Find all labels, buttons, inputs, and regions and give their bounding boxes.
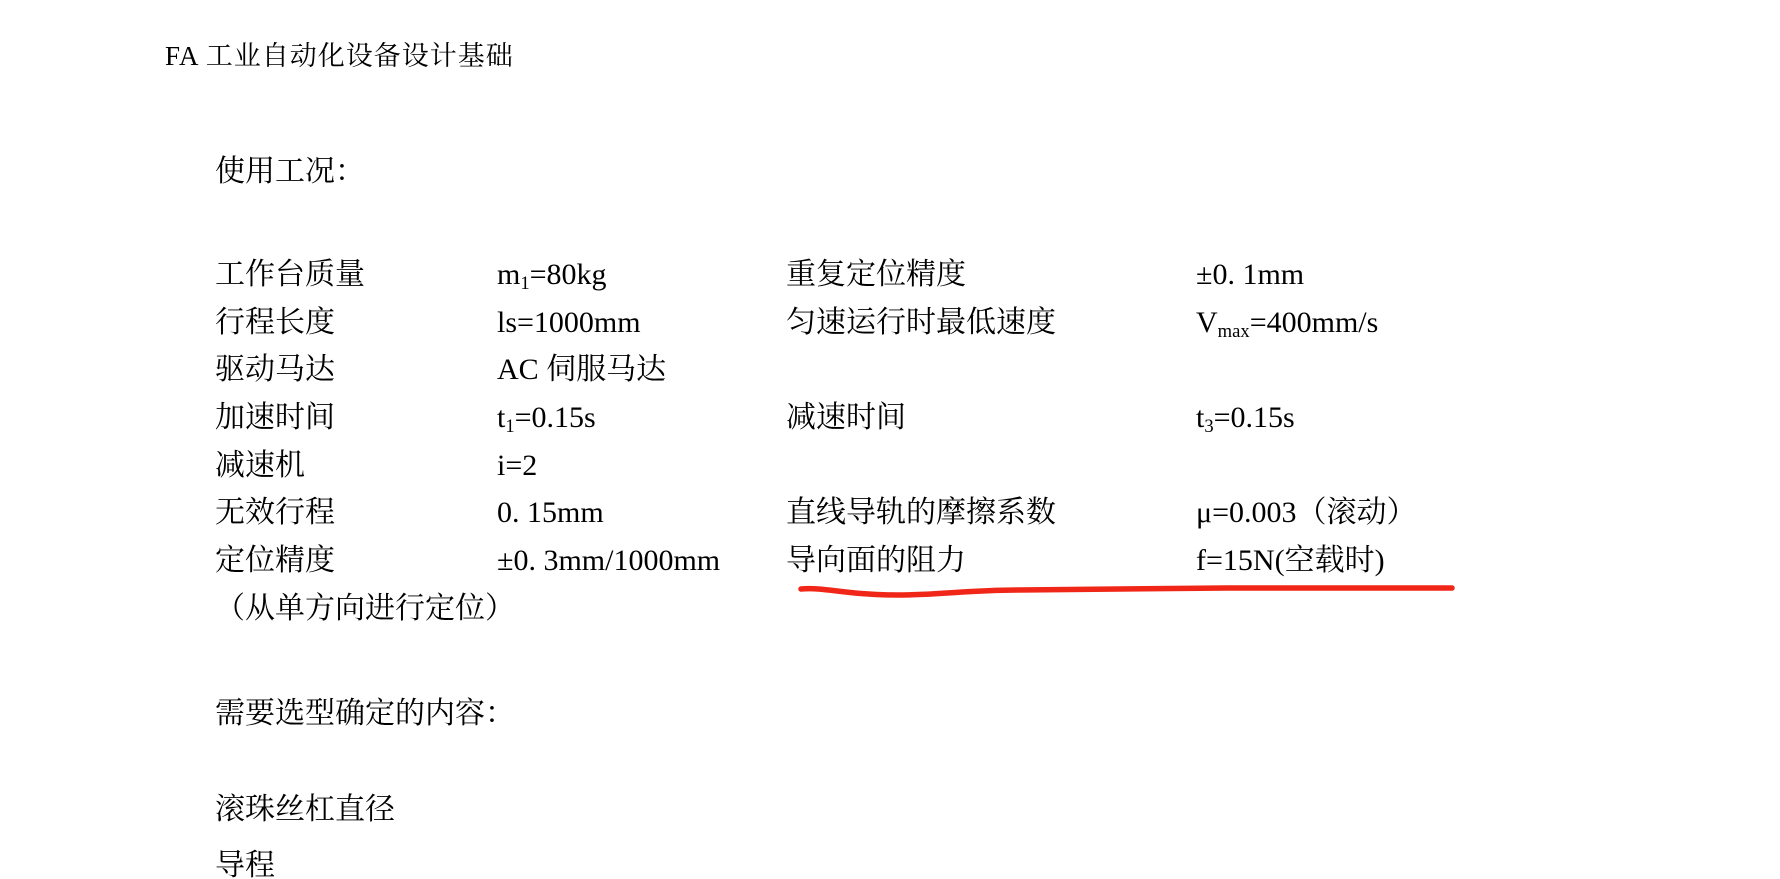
text-segment: =0.15s [1213, 401, 1295, 435]
param-value [497, 537, 786, 585]
text-segment: 导向面的阻力 [786, 544, 966, 578]
text-segment: 0. 15mm [497, 496, 604, 530]
param-label [786, 442, 1196, 490]
text-segment: 加速时间 [215, 401, 335, 435]
subscript: max [1217, 320, 1250, 342]
param-value [1196, 489, 1615, 537]
param-label [215, 489, 497, 537]
param-value [497, 442, 786, 490]
section-usage-conditions-title: 使用工况： [215, 155, 365, 188]
param-value [1196, 299, 1615, 347]
text-segment: =400mm/s [1249, 305, 1379, 339]
param-value [1196, 394, 1615, 442]
param-label [215, 442, 497, 490]
text-segment: 直线导轨的摩擦系数 [786, 496, 1056, 530]
subscript: 1 [520, 273, 530, 295]
text-segment: 无效行程 [215, 496, 335, 530]
document-title: FA 工业自动化设备设计基础 [165, 41, 514, 71]
param-value [497, 251, 786, 299]
param-label [786, 394, 1196, 442]
param-value [497, 585, 786, 633]
param-label [215, 394, 497, 442]
text-segment: =0.15s [514, 401, 596, 435]
text-segment: 定位精度 [215, 544, 335, 578]
param-label [215, 585, 515, 633]
text-segment: 匀速运行时最低速度 [786, 305, 1056, 339]
param-value [1196, 537, 1615, 585]
param-value [1196, 585, 1615, 633]
text-segment: 减速机 [215, 448, 305, 482]
param-label [786, 489, 1196, 537]
text-segment: ±0. 1mm [1196, 258, 1305, 291]
param-label [786, 251, 1196, 299]
text-segment: t [497, 401, 506, 435]
text-segment: 驱动马达 [215, 353, 335, 387]
param-label [215, 537, 497, 585]
param-label [786, 299, 1196, 347]
text-segment: =80kg [529, 258, 607, 291]
text-segment: t [1196, 401, 1205, 435]
text-segment: V [1196, 305, 1218, 339]
text-segment: ±0. 3mm/1000mm [497, 544, 721, 578]
subscript: 1 [505, 416, 515, 438]
text-segment: ls=1000mm [497, 305, 641, 339]
text-segment: AC 伺服马达 [497, 353, 667, 387]
text-segment: i=2 [497, 448, 538, 482]
param-label [215, 346, 497, 394]
param-value [497, 346, 786, 394]
param-value [497, 394, 786, 442]
text-segment: m [497, 258, 521, 291]
param-value [1196, 442, 1615, 490]
conditions-table [215, 251, 1615, 633]
text-segment: 行程长度 [215, 305, 335, 339]
text-segment: 工作台质量 [215, 258, 365, 291]
selection-item-ballscrew-diameter: 滚珠丝杠直径 [215, 793, 395, 826]
param-value [1196, 346, 1615, 394]
param-label [786, 585, 1196, 633]
param-label [786, 537, 1196, 585]
param-value [1196, 251, 1615, 299]
section-selection-title: 需要选型确定的内容： [215, 697, 515, 730]
param-value [497, 299, 786, 347]
text-segment: （从单方向进行定位） [215, 591, 515, 625]
param-label [215, 299, 497, 347]
text-segment: 重复定位精度 [786, 258, 966, 291]
param-value [497, 489, 786, 537]
selection-item-lead: 导程 [215, 849, 275, 879]
param-label [215, 251, 497, 299]
text-segment: f=15N(空载时) [1196, 544, 1385, 578]
text-segment: μ=0.003（滚动） [1196, 496, 1417, 530]
text-segment: 减速时间 [786, 401, 906, 435]
subscript: 3 [1204, 416, 1214, 438]
param-label [786, 346, 1196, 394]
